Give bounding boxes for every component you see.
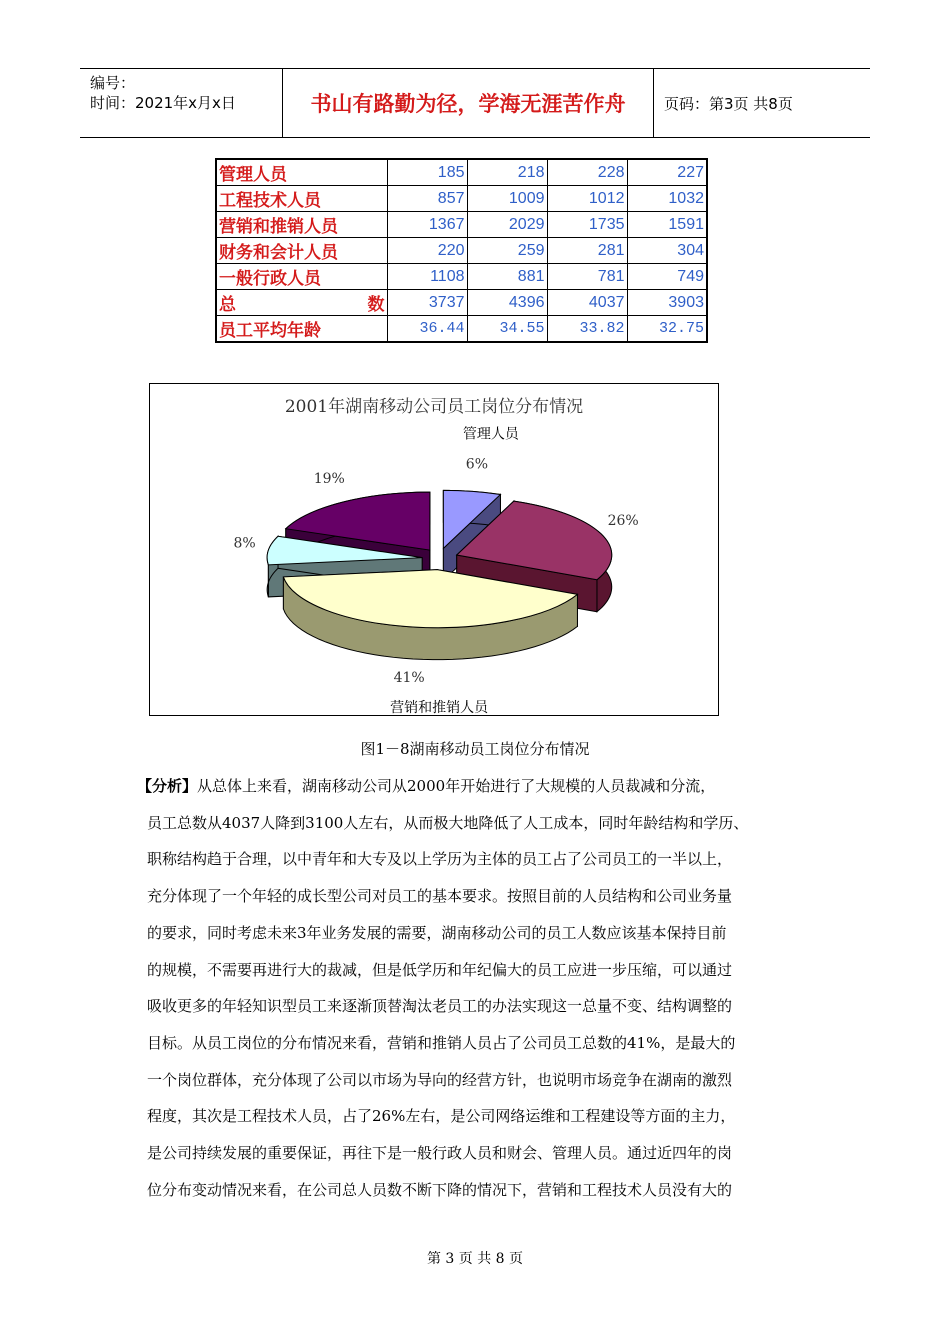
table-cell: 1367 <box>387 212 467 238</box>
table-cell: 1591 <box>627 212 707 238</box>
text-line: 职称结构趋于合理，以中青年和大专及以上学历为主体的员工占了公司员工的一半以上， <box>147 850 733 869</box>
page-footer: 第 3 页 共 8 页 <box>426 1251 524 1267</box>
text-line: 充分体现了一个年轻的成长型公司对员工的基本要求。按照目前的人员结构和公司业务量 <box>147 887 733 906</box>
table-cell: 1012 <box>547 186 627 212</box>
text-line: 是公司持续发展的重要保证，再往下是一般行政人员和财会、管理人员。通过近四年的岗 <box>147 1144 733 1163</box>
analysis-tag: 【分析】 <box>137 777 198 795</box>
text-line: 员工总数从4037人降到3100人左右，从而极大地降低了人工成本，同时年龄结构和学历、 <box>147 813 749 832</box>
table-row <box>216 316 707 343</box>
page-header <box>80 68 870 138</box>
analysis-paragraph <box>137 768 807 1208</box>
header-page-label: 页码：第3页 共8页 <box>664 94 793 113</box>
row-label: 员工平均年龄 <box>216 316 387 343</box>
text-line: 吸收更多的年轻知识型员工来逐渐顶替淘汰老员工的办法实现这一总量不变、结构调整的 <box>147 997 733 1016</box>
table-cell: 220 <box>387 238 467 264</box>
table-cell: 2029 <box>467 212 547 238</box>
row-label: 管理人员 <box>216 159 387 186</box>
slice-percent-label: 41% <box>393 669 425 686</box>
row-label-right: 数 <box>367 295 385 315</box>
table-row <box>216 238 707 264</box>
table-cell: 3737 <box>387 290 467 316</box>
row-label: 工程技术人员 <box>216 186 387 212</box>
slice-category-label: 管理人员 <box>462 426 519 443</box>
figure-caption: 图1－8湖南移动员工岗位分布情况 <box>360 740 590 758</box>
header-meta <box>80 69 283 137</box>
table-cell: 33.82 <box>547 316 627 343</box>
table-row <box>216 159 707 186</box>
slice-category-label: 营销和推销人员 <box>390 699 489 715</box>
slice-percent-label: 26% <box>607 513 639 530</box>
text-line: 位分布变动情况来看，在公司总人员数不断下降的情况下，营销和工程技术人员没有大的 <box>147 1180 733 1199</box>
table-cell: 227 <box>627 159 707 186</box>
table-cell: 36.44 <box>387 316 467 343</box>
pie-chart-frame <box>149 383 719 716</box>
table-cell: 281 <box>547 238 627 264</box>
table-row <box>216 186 707 212</box>
row-label: 营销和推销人员 <box>216 212 387 238</box>
slice-percent-label: 19% <box>313 470 345 487</box>
staff-statistics-table <box>215 158 708 343</box>
analysis-text: 从总体上来看，湖南移动公司从2000年开始进行了大规模的人员裁减和分流， <box>197 777 716 795</box>
table-cell: 228 <box>547 159 627 186</box>
table-cell: 304 <box>627 238 707 264</box>
table-cell: 857 <box>387 186 467 212</box>
text-line: 目标。从员工岗位的分布情况来看，营销和推销人员占了公司员工总数的41%，是最大的 <box>147 1033 736 1052</box>
table-cell: 259 <box>467 238 547 264</box>
table-cell: 1735 <box>547 212 627 238</box>
table-cell: 185 <box>387 159 467 186</box>
table-cell: 4396 <box>467 290 547 316</box>
row-label: 一般行政人员 <box>216 264 387 290</box>
table-row <box>216 264 707 290</box>
table-cell: 32.75 <box>627 316 707 343</box>
table-cell: 781 <box>547 264 627 290</box>
table-row <box>216 212 707 238</box>
document-number-label: 编号： <box>90 74 136 92</box>
table-cell: 218 <box>467 159 547 186</box>
chart-title: 2001年湖南移动公司员工岗位分布情况 <box>284 397 584 417</box>
table-cell: 1032 <box>627 186 707 212</box>
table-cell: 4037 <box>547 290 627 316</box>
header-motto: 书山有路勤为径，学海无涯苦作舟 <box>283 69 654 137</box>
text-line: 程度，其次是工程技术人员，占了26%左右，是公司网络运维和工程建设等方面的主力， <box>147 1107 736 1126</box>
row-label-left: 总 <box>219 295 236 315</box>
document-time-label: 时间：2021年x月x日 <box>90 94 236 112</box>
table-cell: 881 <box>467 264 547 290</box>
row-label: 财务和会计人员 <box>216 238 387 264</box>
table-cell: 1009 <box>467 186 547 212</box>
table-cell: 3903 <box>627 290 707 316</box>
table-cell: 1108 <box>387 264 467 290</box>
pie-chart <box>150 384 718 715</box>
slice-percent-label: 6% <box>465 456 489 473</box>
table-cell: 749 <box>627 264 707 290</box>
text-line: 的要求，同时考虑未来3年业务发展的需要，湖南移动公司的员工人数应该基本保持目前 <box>147 923 727 942</box>
row-label <box>216 290 387 316</box>
slice-percent-label: 8% <box>233 535 256 552</box>
text-line: 的规模，不需要再进行大的裁减，但是低学历和年纪偏大的员工应进一步压缩，可以通过 <box>147 960 733 979</box>
table-cell: 34.55 <box>467 316 547 343</box>
text-line <box>137 768 807 805</box>
table-row <box>216 290 707 316</box>
text-line: 一个岗位群体，充分体现了公司以市场为导向的经营方针，也说明市场竞争在湖南的激烈 <box>147 1070 733 1089</box>
